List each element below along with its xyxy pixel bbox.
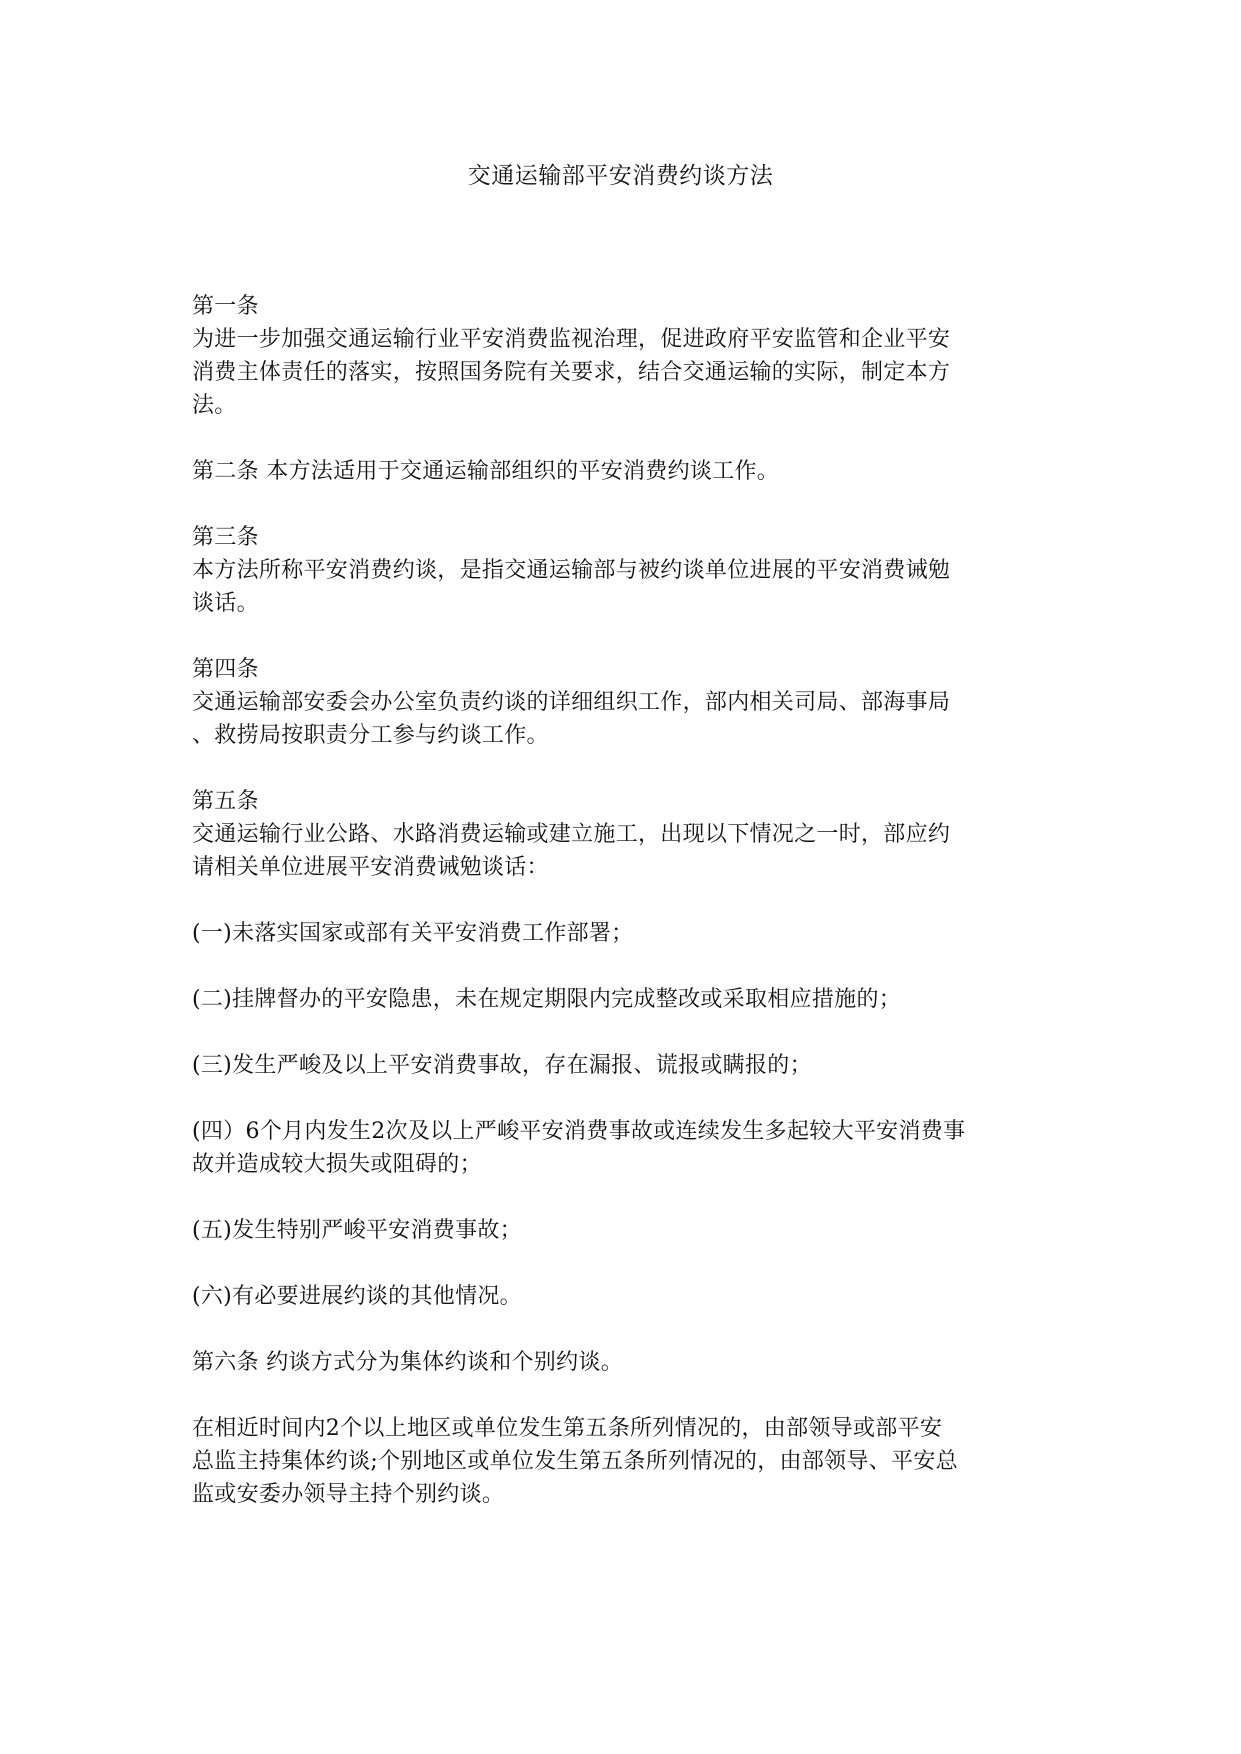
- text-line: 第一条: [192, 294, 259, 319]
- list-item-6: [192, 1280, 1052, 1313]
- text-line: 第四条: [192, 657, 259, 682]
- article-2: [192, 455, 1052, 488]
- text-line: 在相近时间内2个以上地区或单位发生第五条所列情况的，由部领导或部平安: [192, 1416, 943, 1441]
- text-line: (五)发生特别严峻平安消费事故；: [192, 1218, 522, 1243]
- text-line: 为进一步加强交通运输行业平安消费监视治理，促进政府平安监管和企业平安: [192, 327, 951, 352]
- list-item-3: [192, 1049, 1052, 1082]
- text-line: 交通运输行业公路、水路消费运输或建立施工，出现以下情况之一时，部应约: [192, 822, 951, 847]
- text-line: 谈话。: [192, 591, 259, 616]
- list-item-4: [192, 1115, 1052, 1181]
- list-item-2: [192, 983, 1052, 1016]
- text-line: 总监主持集体约谈;个别地区或单位发生第五条所列情况的，由部领导、平安总: [192, 1449, 958, 1474]
- list-item-1: [192, 917, 1052, 950]
- text-line: 第五条: [192, 789, 259, 814]
- article-5: [192, 785, 1052, 884]
- article-1: [192, 290, 1052, 422]
- text-line: (一)未落实国家或部有关平安消费工作部署；: [192, 921, 634, 946]
- text-line: (六)有必要进展约谈的其他情况。: [192, 1284, 522, 1309]
- text-line: 第三条: [192, 525, 259, 550]
- article-6-detail: [192, 1412, 1052, 1511]
- list-item-5: [192, 1214, 1052, 1247]
- text-line: (三)发生严峻及以上平安消费事故，存在漏报、谎报或瞒报的；: [192, 1053, 812, 1078]
- text-line: 监或安委办领导主持个别约谈。: [192, 1482, 505, 1507]
- text-line: 请相关单位进展平安消费诫勉谈话：: [192, 855, 549, 880]
- article-3: [192, 521, 1052, 620]
- text-line: (二)挂牌督办的平安隐患，未在规定期限内完成整改或采取相应措施的；: [192, 987, 902, 1012]
- text-line: 故并造成较大损失或阻碍的；: [192, 1152, 482, 1177]
- text-line: 第二条 本方法适用于交通运输部组织的平安消费约谈工作。: [192, 459, 780, 484]
- document-body: [192, 290, 1052, 1544]
- text-line: 、救捞局按职责分工参与约谈工作。: [192, 723, 549, 748]
- text-line: (四）6个月内发生2次及以上严峻平安消费事故或连续发生多起较大平安消费事: [192, 1119, 966, 1144]
- text-line: 本方法所称平安消费约谈，是指交通运输部与被约谈单位进展的平安消费诫勉: [192, 558, 951, 583]
- text-line: 交通运输部安委会办公室负责约谈的详细组织工作，部内相关司局、部海事局: [192, 690, 951, 715]
- article-6: [192, 1346, 1052, 1379]
- text-line: 消费主体责任的落实，按照国务院有关要求，结合交通运输的实际，制定本方: [192, 360, 951, 385]
- document-title: 交通运输部平安消费约谈方法: [467, 163, 774, 189]
- article-4: [192, 653, 1052, 752]
- text-line: 法。: [192, 393, 237, 418]
- text-line: 第六条 约谈方式分为集体约谈和个别约谈。: [192, 1350, 623, 1375]
